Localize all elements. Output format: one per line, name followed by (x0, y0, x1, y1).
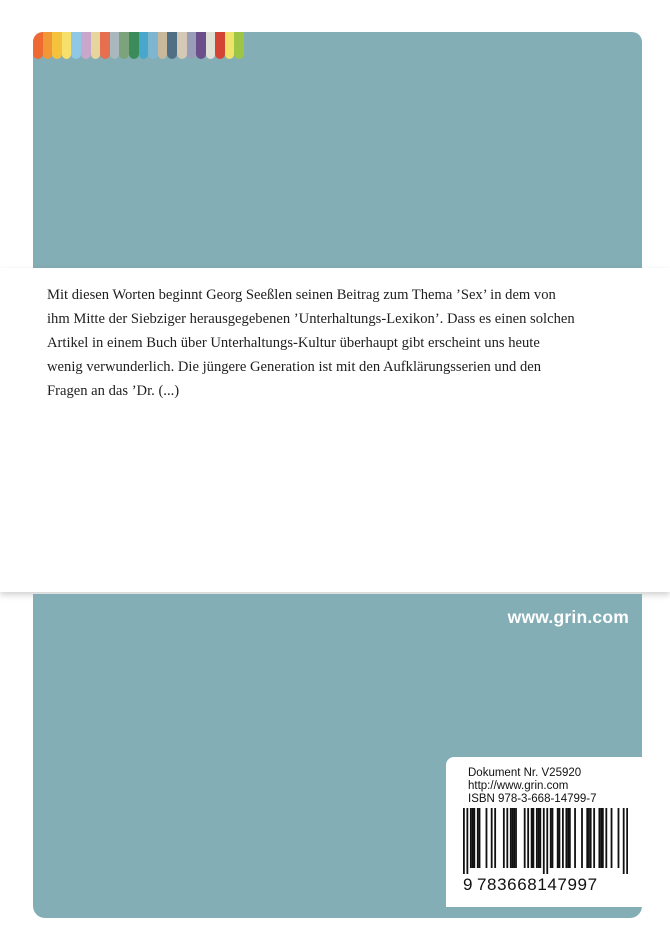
barcode-bar (466, 808, 468, 874)
color-swatch (225, 32, 235, 59)
blurb-line: wenig verwunderlich. Die jüngere Generation ist mit den Aufklärungsserien und den (47, 359, 542, 375)
color-swatch (148, 32, 158, 59)
barcode-number: 783668147997 (477, 875, 598, 894)
color-swatch (139, 32, 149, 59)
barcode-bar (623, 808, 625, 874)
barcode-bar (546, 808, 548, 874)
barcode-bar (605, 808, 607, 868)
barcode-bar (463, 808, 465, 874)
barcode-bar (486, 808, 488, 868)
barcode-bar (531, 808, 533, 868)
barcode-bar (470, 808, 472, 868)
barcode-bar (539, 808, 541, 868)
color-swatch (158, 32, 168, 59)
barcode-bar (574, 808, 576, 868)
barcode-bar (506, 808, 508, 868)
color-swatch (167, 32, 177, 59)
color-swatch (43, 32, 53, 59)
barcode-bar (513, 808, 515, 868)
barcode-bar (491, 808, 493, 868)
barcode-bar (602, 808, 604, 868)
document-number: Dokument Nr. V25920 (468, 767, 582, 779)
barcode-bar (494, 808, 496, 868)
isbn-box (446, 757, 642, 907)
blurb-line: Fragen an das ’Dr. (...) (47, 383, 180, 399)
barcode-bar (581, 808, 583, 868)
color-swatch (234, 32, 244, 59)
blurb-line: Artikel in einem Buch über Unterhaltungs-Kultur überhaupt gibt erscheint uns heute (47, 335, 540, 351)
color-swatch (177, 32, 187, 59)
barcode-first-digit: 9 (463, 875, 473, 894)
barcode-bar (557, 808, 559, 868)
barcode-bar (477, 808, 479, 868)
publisher-url: www.grin.com (507, 607, 629, 627)
document-url: http://www.grin.com (468, 780, 569, 792)
barcode-bar (559, 808, 561, 868)
barcode-bar (593, 808, 595, 868)
barcode-bar (550, 808, 552, 868)
color-swatch (33, 32, 43, 59)
barcode-bar (472, 808, 474, 868)
barcode-bar (552, 808, 554, 868)
barcode-bar (532, 808, 534, 868)
blurb-text (47, 283, 632, 403)
cover-bottom-panel (33, 594, 642, 918)
blurb-line: ihm Mitte der Siebziger herausgegebenen ’Unterhaltungs-Lexikon’. Dass es einen solchen (47, 311, 575, 327)
barcode-bar (567, 808, 569, 868)
barcode-bar (562, 808, 564, 868)
color-swatch (215, 32, 225, 59)
barcode-bar (565, 808, 567, 868)
color-swatch (100, 32, 110, 59)
barcode-bar (618, 808, 620, 868)
barcode-bar (503, 808, 505, 868)
barcode-bar (527, 808, 529, 868)
color-swatch (187, 32, 197, 59)
barcode-bar (611, 808, 613, 868)
barcode-bar (590, 808, 592, 868)
barcode-bar (569, 808, 571, 868)
barcode-bar (479, 808, 481, 868)
color-swatch (206, 32, 216, 59)
barcode-bar (598, 808, 600, 868)
barcode-bar (536, 808, 538, 868)
color-swatch (129, 32, 139, 59)
barcode-bar (588, 808, 590, 868)
color-swatch (196, 32, 206, 59)
barcode-bar (543, 808, 545, 874)
color-swatch (81, 32, 91, 59)
isbn-meta (468, 767, 597, 806)
barcode-bar (515, 808, 517, 868)
color-swatch-strip (33, 32, 244, 59)
barcode-bar (586, 808, 588, 868)
barcode-bar (473, 808, 475, 868)
barcode-bar (510, 808, 512, 868)
color-swatch (119, 32, 129, 59)
color-swatch (110, 32, 120, 59)
isbn-number: ISBN 978-3-668-14799-7 (468, 793, 597, 805)
barcode-bar (600, 808, 602, 868)
barcode-icon (463, 808, 628, 874)
cover-top-panel (33, 32, 642, 268)
barcode-bar (512, 808, 514, 868)
blurb-panel (0, 268, 670, 592)
barcode-bar (538, 808, 540, 868)
color-swatch (91, 32, 101, 59)
color-swatch (52, 32, 62, 59)
color-swatch (71, 32, 81, 59)
color-swatch (62, 32, 72, 59)
barcode-bar (524, 808, 526, 868)
blurb-line: Mit diesen Worten beginnt Georg Seeßlen seinen Beitrag zum Thema ’Sex’ in dem von (47, 287, 556, 303)
barcode-bar (626, 808, 628, 874)
